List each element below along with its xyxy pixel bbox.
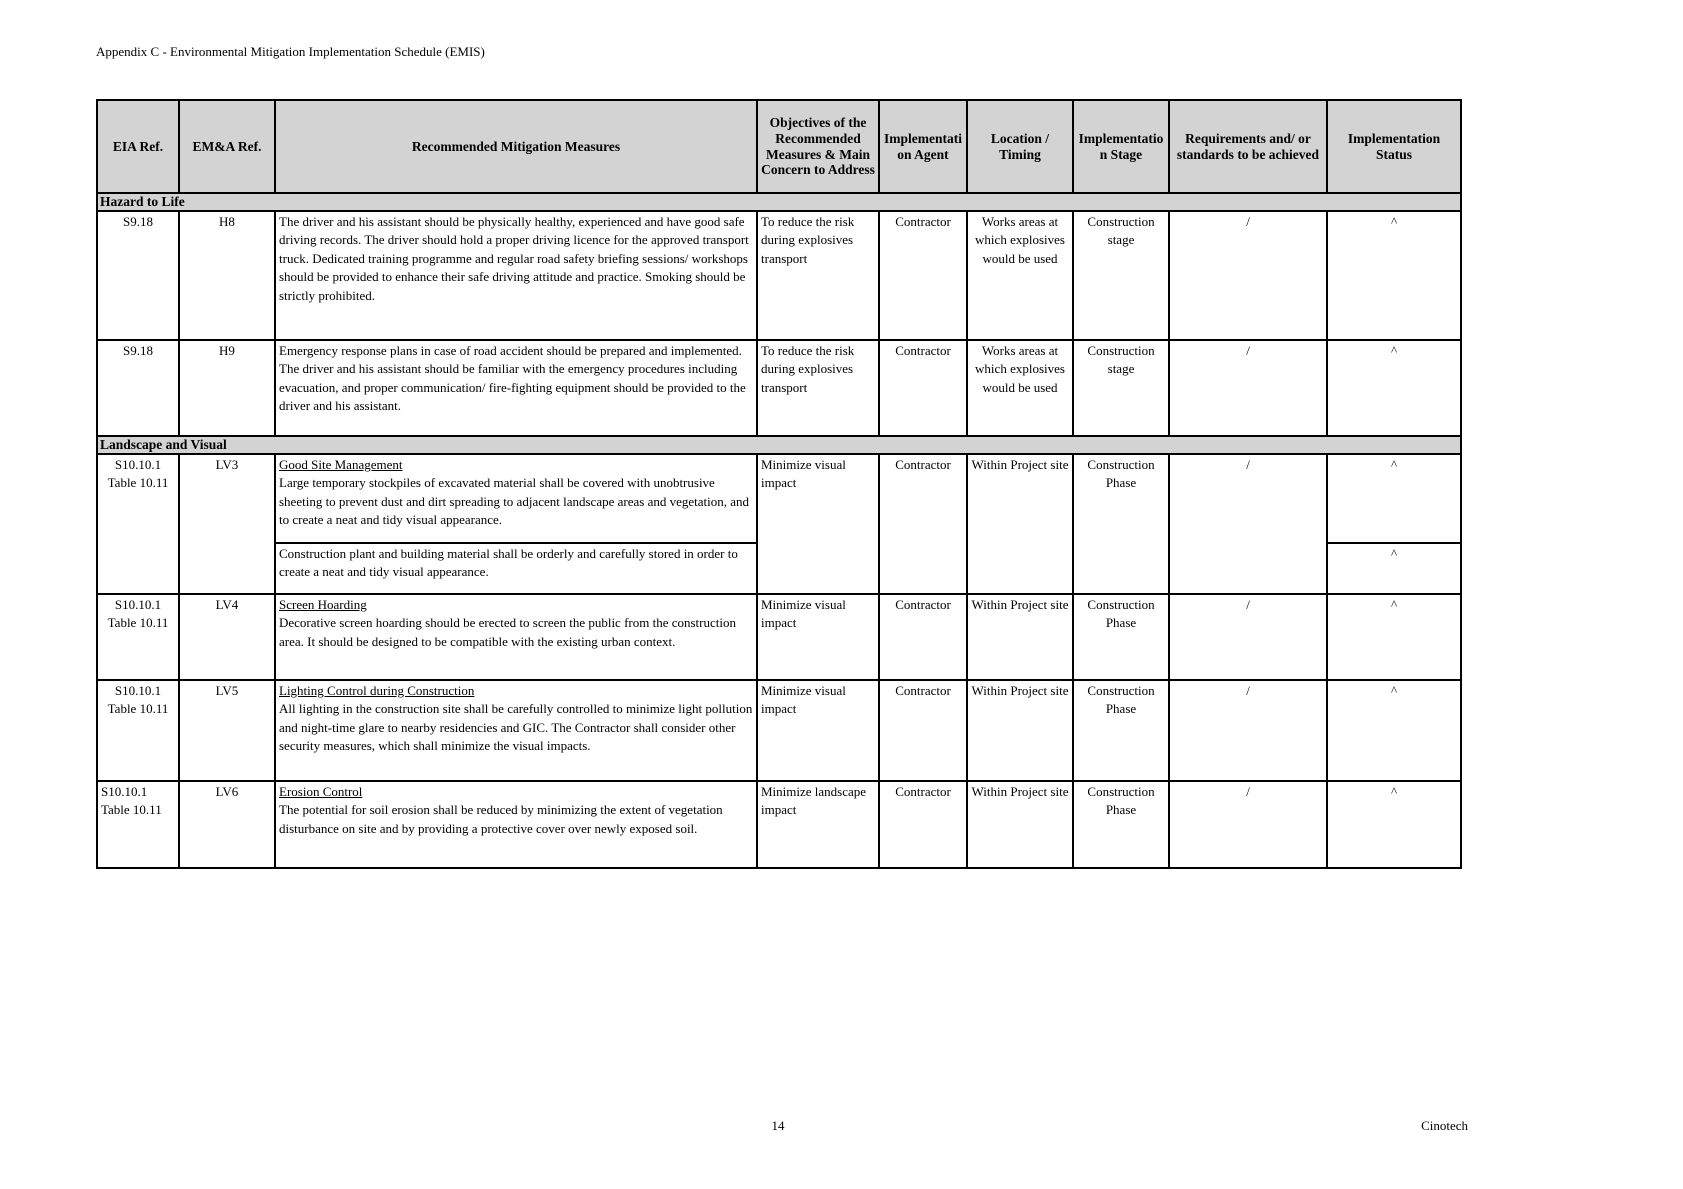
cell-objectives: To reduce the risk during explosives transport	[757, 211, 879, 340]
table-row-lv3	[97, 454, 1461, 543]
cell-eia-ref: S10.10.1 Table 10.11	[97, 594, 179, 680]
cell-measures: The driver and his assistant should be physically healthy, experienced and have good safe driving records. The driver should hold a proper driving licence for the approved transport truck. Dedicated training programme and regular road safety briefing sessions/ workshops should be provided to enhance their safe driving attitude and practice. Smoking should be strictly prohibited.	[275, 211, 757, 340]
cell-location: Works areas at which explosives would be used	[967, 211, 1073, 340]
cell-stage: Construction stage	[1073, 340, 1169, 436]
col-header-objectives: Objectives of the Recommended Measures & Main Concern to Address	[757, 100, 879, 193]
section-row-hazard-to-life	[97, 193, 1461, 211]
cell-measures	[275, 454, 757, 543]
cell-stage: Construction stage	[1073, 211, 1169, 340]
cell-measures: Emergency response plans in case of road accident should be prepared and implemented. The driver and his assistant should be familiar with the emergency procedures including evacuation, and proper communication/ fire-fighting equipment should be provided to the driver and his assistant.	[275, 340, 757, 436]
col-header-ema-ref: EM&A Ref.	[179, 100, 275, 193]
cell-agent: Contractor	[879, 340, 967, 436]
cell-location: Within Project site	[967, 781, 1073, 868]
table-row-lv6	[97, 781, 1461, 868]
cell-location: Within Project site	[967, 594, 1073, 680]
cell-stage: Construction Phase	[1073, 594, 1169, 680]
cell-ema-ref: H8	[179, 211, 275, 340]
col-header-agent: Implementation Agent	[879, 100, 967, 193]
cell-measures	[275, 594, 757, 680]
measure-title: Screen Hoarding	[279, 597, 367, 612]
cell-eia-ref: S10.10.1 Table 10.11	[97, 680, 179, 781]
cell-status: ^	[1327, 340, 1461, 436]
cell-ema-ref: LV4	[179, 594, 275, 680]
cell-eia-ref: S9.18	[97, 340, 179, 436]
footer-company-name: Cinotech	[1421, 1118, 1468, 1133]
emis-table	[96, 99, 1462, 869]
cell-ema-ref: LV5	[179, 680, 275, 781]
cell-requirements: /	[1169, 781, 1327, 868]
cell-stage: Construction Phase	[1073, 680, 1169, 781]
cell-measures	[275, 680, 757, 781]
cell-agent: Contractor	[879, 680, 967, 781]
section-title: Landscape and Visual	[97, 436, 1461, 454]
col-header-measures: Recommended Mitigation Measures	[275, 100, 757, 193]
table-header-row	[97, 100, 1461, 193]
measure-text: The potential for soil erosion shall be reduced by minimizing the extent of vegetation disturbance on site and by providing a protective cover over newly exposed soil.	[279, 802, 723, 836]
measure-title: Erosion Control	[279, 784, 363, 799]
cell-status: ^	[1327, 543, 1461, 594]
cell-eia-ref: S9.18	[97, 211, 179, 340]
table-row-lv4	[97, 594, 1461, 680]
col-header-location: Location / Timing	[967, 100, 1073, 193]
measure-title: Lighting Control during Construction	[279, 683, 475, 698]
table-row-lv5	[97, 680, 1461, 781]
measure-text: Large temporary stockpiles of excavated material shall be covered with unobtrusive sheeting to prevent dust and dirt spreading to adjacent landscape areas and vegetation, and to create a neat and tidy visual appearance.	[279, 475, 749, 528]
cell-agent: Contractor	[879, 594, 967, 680]
cell-objectives: Minimize visual impact	[757, 680, 879, 781]
cell-location: Within Project site	[967, 680, 1073, 781]
cell-measures	[275, 781, 757, 868]
cell-status: ^	[1327, 680, 1461, 781]
cell-status: ^	[1327, 594, 1461, 680]
measure-title: Good Site Management	[279, 457, 403, 472]
cell-requirements: /	[1169, 594, 1327, 680]
cell-ema-ref: LV3	[179, 454, 275, 594]
cell-requirements: /	[1169, 340, 1327, 436]
cell-objectives: To reduce the risk during explosives transport	[757, 340, 879, 436]
section-title: Hazard to Life	[97, 193, 1461, 211]
cell-stage: Construction Phase	[1073, 781, 1169, 868]
cell-ema-ref: H9	[179, 340, 275, 436]
cell-objectives: Minimize visual impact	[757, 454, 879, 594]
col-header-eia-ref: EIA Ref.	[97, 100, 179, 193]
section-row-landscape-and-visual	[97, 436, 1461, 454]
cell-requirements: /	[1169, 211, 1327, 340]
cell-location: Within Project site	[967, 454, 1073, 594]
cell-status: ^	[1327, 211, 1461, 340]
cell-objectives: Minimize landscape impact	[757, 781, 879, 868]
measure-text: Decorative screen hoarding should be erected to screen the public from the construction area. It should be designed to be compatible with the existing urban context.	[279, 615, 736, 649]
cell-measures: Construction plant and building material shall be orderly and carefully stored in order to create a neat and tidy visual appearance.	[275, 543, 757, 594]
cell-agent: Contractor	[879, 781, 967, 868]
cell-eia-ref: S10.10.1 Table 10.11	[97, 454, 179, 594]
cell-ema-ref: LV6	[179, 781, 275, 868]
page-number: 14	[771, 1118, 785, 1133]
col-header-status: Implementation Status	[1327, 100, 1461, 193]
cell-agent: Contractor	[879, 454, 967, 594]
cell-requirements: /	[1169, 680, 1327, 781]
cell-location: Works areas at which explosives would be used	[967, 340, 1073, 436]
document-title: Appendix C - Environmental Mitigation Implementation Schedule (EMIS)	[96, 44, 485, 59]
cell-objectives: Minimize visual impact	[757, 594, 879, 680]
cell-eia-ref: S10.10.1 Table 10.11	[97, 781, 179, 868]
table-row-h8	[97, 211, 1461, 340]
cell-status: ^	[1327, 454, 1461, 543]
cell-stage: Construction Phase	[1073, 454, 1169, 594]
measure-text: All lighting in the construction site shall be carefully controlled to minimize light pollution and night-time glare to nearby residencies and GIC. The Contractor shall consider other security measures, which shall minimize the visual impacts.	[279, 701, 753, 754]
cell-requirements: /	[1169, 454, 1327, 594]
cell-status: ^	[1327, 781, 1461, 868]
table-row-h9	[97, 340, 1461, 436]
col-header-stage: Implementation Stage	[1073, 100, 1169, 193]
col-header-requirements: Requirements and/ or standards to be achieved	[1169, 100, 1327, 193]
cell-agent: Contractor	[879, 211, 967, 340]
